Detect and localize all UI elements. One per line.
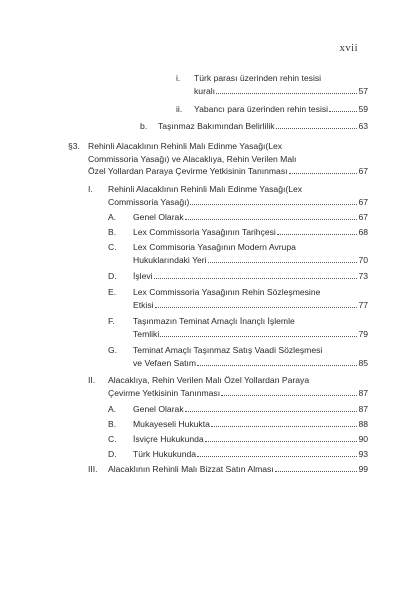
toc-entry-line <box>133 299 368 312</box>
toc-entry-title: Hukuklarındaki Yeri <box>133 254 207 265</box>
dot-leader <box>205 433 358 442</box>
toc-entry-title: Mukayeseli Hukukta <box>133 419 210 429</box>
toc-entry <box>140 120 368 133</box>
toc-entry-line <box>133 286 368 299</box>
toc-page-number: 68 <box>358 227 368 237</box>
toc-entry-number: i. <box>176 73 181 83</box>
toc-entry-body <box>108 463 368 476</box>
toc-entry-line <box>133 433 368 446</box>
toc-entry <box>108 448 368 461</box>
toc-entry-number: C. <box>108 434 117 444</box>
dot-leader <box>208 254 358 263</box>
toc-entry-number: II. <box>88 375 96 385</box>
toc-page-number: 77 <box>358 299 368 310</box>
toc-entry-line <box>133 241 368 254</box>
toc-entry <box>88 463 368 476</box>
dot-leader <box>289 165 358 174</box>
dot-leader <box>221 387 357 396</box>
toc-entry-line <box>133 315 368 328</box>
toc-entry-title: Etkisi <box>133 299 154 310</box>
dot-leader <box>155 299 358 308</box>
toc-entry <box>68 140 368 178</box>
toc-entry-line <box>133 254 368 267</box>
toc-entry-body <box>133 448 368 461</box>
toc-entry <box>108 286 368 311</box>
toc-page-number: 63 <box>358 121 368 131</box>
toc-page-number: 57 <box>358 85 368 96</box>
toc-entry-title: Taşınmaz Bakımından Belirlilik <box>158 121 275 131</box>
toc-page-number: 99 <box>358 464 368 474</box>
toc-entry-title: Teminat Amaçlı Taşınmaz Satış Vaadi Sözleşmesi <box>133 345 323 355</box>
toc-entry-line <box>133 226 368 239</box>
toc-entry-title: Lex Commisoria Yasağının Modern Avrupa <box>133 242 296 252</box>
toc-entry-title: Genel Olarak <box>133 404 184 414</box>
toc-entry-number: A. <box>108 212 117 222</box>
toc-entry-title: İsviçre Hukukunda <box>133 434 204 444</box>
dot-leader <box>277 226 358 235</box>
toc-entry-body <box>133 433 368 446</box>
toc-entry-title: İşlevi <box>133 271 153 281</box>
toc-entry-body <box>194 72 368 97</box>
toc-entry-number: E. <box>108 287 117 297</box>
toc-entry <box>108 418 368 431</box>
dot-leader <box>154 270 358 279</box>
toc-entry-number: B. <box>108 419 117 429</box>
toc-entry-title: kuralı <box>194 85 216 96</box>
toc-entry-body <box>133 344 368 369</box>
toc-entry-title: Türk parası üzerinden rehin tesisi <box>194 73 322 83</box>
toc-entry-line <box>194 103 368 116</box>
toc-entry-number: D. <box>108 271 117 281</box>
toc-entry-number: §3. <box>68 141 80 151</box>
toc-entry <box>88 374 368 399</box>
toc-entry <box>108 433 368 446</box>
toc-page-number: 59 <box>358 104 368 114</box>
toc-entry-line <box>133 344 368 357</box>
toc-entry-line <box>133 357 368 370</box>
toc-page-number: 90 <box>358 434 368 444</box>
toc-entry-number: b. <box>140 121 148 131</box>
toc-entry-body <box>133 241 368 266</box>
dot-leader <box>276 120 358 129</box>
toc-entry-body <box>133 211 368 224</box>
toc-entry <box>108 241 368 266</box>
toc-entry-number: I. <box>88 184 93 194</box>
toc-page-number: 79 <box>358 328 368 339</box>
toc-page-number: 88 <box>358 419 368 429</box>
toc-entry-line <box>88 140 368 153</box>
toc-entry <box>108 403 368 416</box>
dot-leader <box>185 403 358 412</box>
dot-leader <box>160 328 357 337</box>
toc-entry-title: Yabancı para üzerinden rehin tesisi <box>194 104 329 114</box>
toc-entry-body <box>133 226 368 239</box>
toc-entry-body <box>133 270 368 283</box>
toc-entry-line <box>133 403 368 416</box>
toc-entry-title: Çevirme Yetkisinin Tanınması <box>108 387 221 398</box>
dot-leader <box>185 211 358 220</box>
toc-entry-title: Alacaklının Rehinli Malı Bizzat Satın Alması <box>108 464 274 474</box>
toc-entry-number: A. <box>108 404 117 414</box>
dot-leader <box>216 85 357 94</box>
dot-leader <box>197 357 357 366</box>
toc-entry-title: Lex Commissoria Yasağının Rehin Sözleşmesine <box>133 287 321 297</box>
dot-leader <box>275 463 358 472</box>
toc-entry-line <box>194 72 368 85</box>
toc-entry-title: Rehinli Alacaklının Rehinli Malı Edinme Yasağı(Lex <box>108 184 303 194</box>
dot-leader <box>329 103 357 112</box>
toc-entry-title: Genel Olarak <box>133 212 184 222</box>
toc-entry-body <box>133 315 368 340</box>
toc-entry-number: G. <box>108 345 118 355</box>
toc-entry-body <box>158 120 368 133</box>
toc-entry <box>176 103 368 116</box>
dot-leader <box>190 196 357 205</box>
toc-entry-line <box>194 85 368 98</box>
dot-leader <box>211 418 358 427</box>
toc-entry-line <box>133 418 368 431</box>
toc-entry-line <box>133 270 368 283</box>
toc-entry-title: Lex Commissoria Yasağının Tarihçesi <box>133 227 276 237</box>
toc-entry-line <box>133 328 368 341</box>
toc-page-number: 73 <box>358 271 368 281</box>
toc-page-number: 67 <box>358 196 368 207</box>
toc-entry-body <box>133 403 368 416</box>
toc-entry <box>176 72 368 97</box>
toc-entry-number: III. <box>88 464 98 474</box>
toc-entry-number: C. <box>108 242 117 252</box>
toc-entry-title: Özel Yollardan Paraya Çevirme Yetkisinin Tanınması <box>88 166 288 177</box>
toc-entry-number: ii. <box>176 104 183 114</box>
toc-page-number: 70 <box>358 254 368 265</box>
toc-entry-body <box>194 103 368 116</box>
toc-entry-number: B. <box>108 227 117 237</box>
toc-entry <box>108 226 368 239</box>
toc-entry-number: D. <box>108 449 117 459</box>
toc-entry <box>108 270 368 283</box>
toc-entry-line <box>108 183 368 196</box>
toc-entry-title: ve Vefaen Satım <box>133 357 197 368</box>
toc-entry-title: Commissoria Yasağı) ve Alacaklıya, Rehin Verilen Malı <box>88 153 297 164</box>
toc-page-number: 85 <box>358 357 368 368</box>
toc-page-number: 67 <box>358 212 368 222</box>
toc-entry <box>108 211 368 224</box>
toc-entry-line <box>158 120 368 133</box>
toc-entry-number: F. <box>108 316 115 326</box>
toc-entry-body <box>108 183 368 208</box>
toc-entry-line <box>108 196 368 209</box>
toc-page-number: 93 <box>358 449 368 459</box>
toc-entry-body <box>133 418 368 431</box>
toc-entry-title: Commissoria Yasağı) <box>108 196 190 207</box>
dot-leader <box>197 448 357 457</box>
toc-entry-body <box>108 374 368 399</box>
toc-entry-line <box>88 165 368 178</box>
toc-entry-title: Taşınmazın Teminat Amaçlı İnançlı İşlemle <box>133 316 295 326</box>
toc-entry-line <box>88 153 368 166</box>
toc-entry-line <box>108 387 368 400</box>
toc-page-number: 87 <box>358 404 368 414</box>
toc-entry-title: Alacaklıya, Rehin Verilen Malı Özel Yollardan Paraya <box>108 375 310 385</box>
toc-entry-line <box>108 463 368 476</box>
toc-entry <box>108 344 368 369</box>
toc-entry <box>88 183 368 208</box>
toc-page-number: 87 <box>358 387 368 398</box>
toc-entry-line <box>133 448 368 461</box>
page-number: xvii <box>339 43 358 54</box>
toc-entry-title: Temliki <box>133 328 160 339</box>
toc-entry-title: Rehinli Alacaklının Rehinli Malı Edinme Yasağı(Lex <box>88 141 283 151</box>
toc-entry <box>108 315 368 340</box>
toc-entry-title: Türk Hukukunda <box>133 449 197 459</box>
toc-entry-line <box>108 374 368 387</box>
toc-entry-body <box>133 286 368 311</box>
toc-page-number: 67 <box>358 166 368 177</box>
toc-entry-line <box>133 211 368 224</box>
toc-entry-body <box>88 140 368 178</box>
